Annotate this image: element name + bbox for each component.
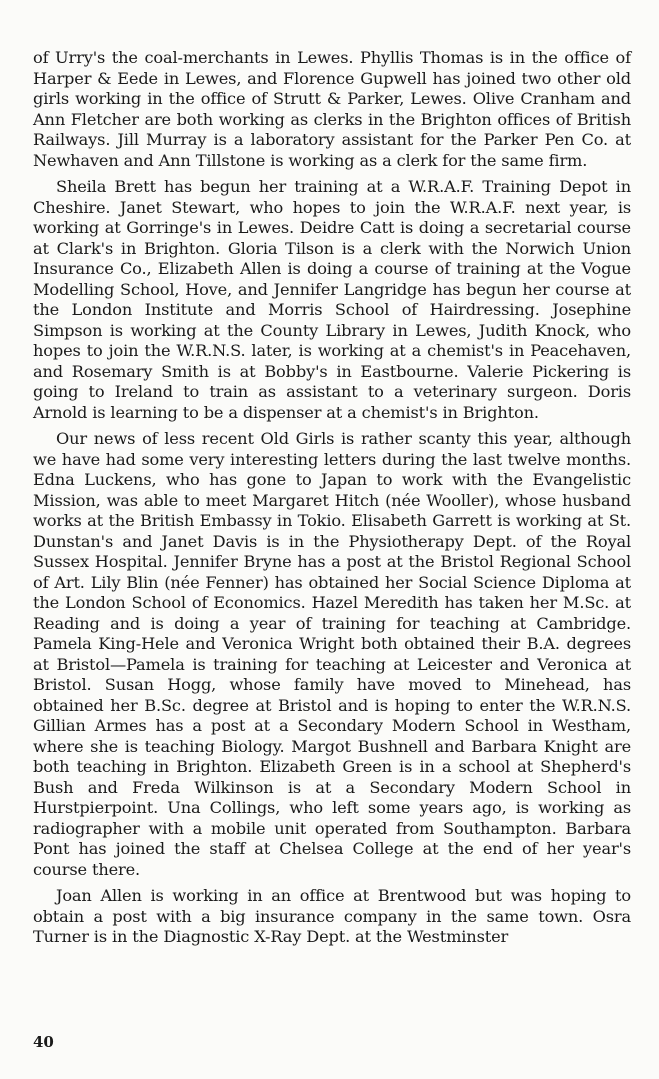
page-number: 40 (33, 1033, 54, 1051)
paragraph-training: Sheila Brett has begun her training at a W.R.A.F. Training Depot in Cheshire. Janet Stewart, who hopes to join the W.R.A.F. next year, is working at Gorringe's in Lewes. Deidre Catt is doing a secretarial course at Clark's in Brighton. Gloria Tilson is a clerk with the Norwich Union Insurance Co., Elizabeth Allen is doing a course of training at the Vogue Modelling School, Hove, and Jennifer Langridge has begun her course at the London Institute and Morris School of Hairdressing. Josephine Simpson is working at the County Library in Lewes, Judith Knock, who hopes to join the W.R.N.S. later, is working at a chemist's in Peacehaven, and Rosemary Smith is at Bobby's in Eastbourne. Valerie Pickering is going to Ireland to train as assistant to a veterinary surgeon. Doris Arnold is learning to be a dispenser at a chemist's in Brighton. (33, 177, 631, 422)
paragraph-employment: Joan Allen is working in an office at Brentwood but was hoping to obtain a post with a big insurance company in the same town. Osra Turner is in the Diagnostic X-Ray Dept. at the Westminster (33, 886, 631, 946)
paragraph-continuation: of Urry's the coal-merchants in Lewes. Phyllis Thomas is in the office of Harper & Eede in Lewes, and Florence Gupwell has joined two other old girls working in the office of Strutt & Parker, Lewes. Olive Cranham and Ann Fletcher are both working as clerks in the Brighton offices of British Railways. Jill Murray is a laboratory assistant for the Parker Pen Co. at Newhaven and Ann Tillstone is working as a clerk for the same firm. (33, 48, 631, 170)
article-body (33, 48, 631, 948)
paragraph-old-girls-news: Our news of less recent Old Girls is rather scanty this year, although we have had some very interesting letters during the last twelve months. Edna Luckens, who has gone to Japan to work with the Evangelistic Mission, was able to meet Margaret Hitch (née Wooller), whose husband works at the British Embassy in Tokio. Elisabeth Garrett is working at St. Dunstan's and Janet Davis is in the Physiotherapy Dept. of the Royal Sussex Hospital. Jennifer Bryne has a post at the Bristol Regional School of Art. Lily Blin (née Fenner) has obtained her Social Science Diploma at the London School of Economics. Hazel Meredith has taken her M.Sc. at Reading and is doing a year of training for teaching at Cambridge. Pamela King-Hele and Veronica Wright both obtained their B.A. degrees at Bristol—Pamela is training for teaching at Leicester and Veronica at Bristol. Susan Hogg, whose family have moved to Minehead, has obtained her B.Sc. degree at Bristol and is hoping to enter the W.R.N.S. Gillian Armes has a post at a Secondary Modern School in Westham, where she is teaching Biology. Margot Bushnell and Barbara Knight are both teaching in Brighton. Elizabeth Green is in a school at Shepherd's Bush and Freda Wilkinson is at a Secondary Modern School in Hurstpierpoint. Una Collings, who left some years ago, is working as radiographer with a mobile unit operated from Southampton. Barbara Pont has joined the staff at Chelsea College at the end of her year's course there. (33, 429, 631, 879)
